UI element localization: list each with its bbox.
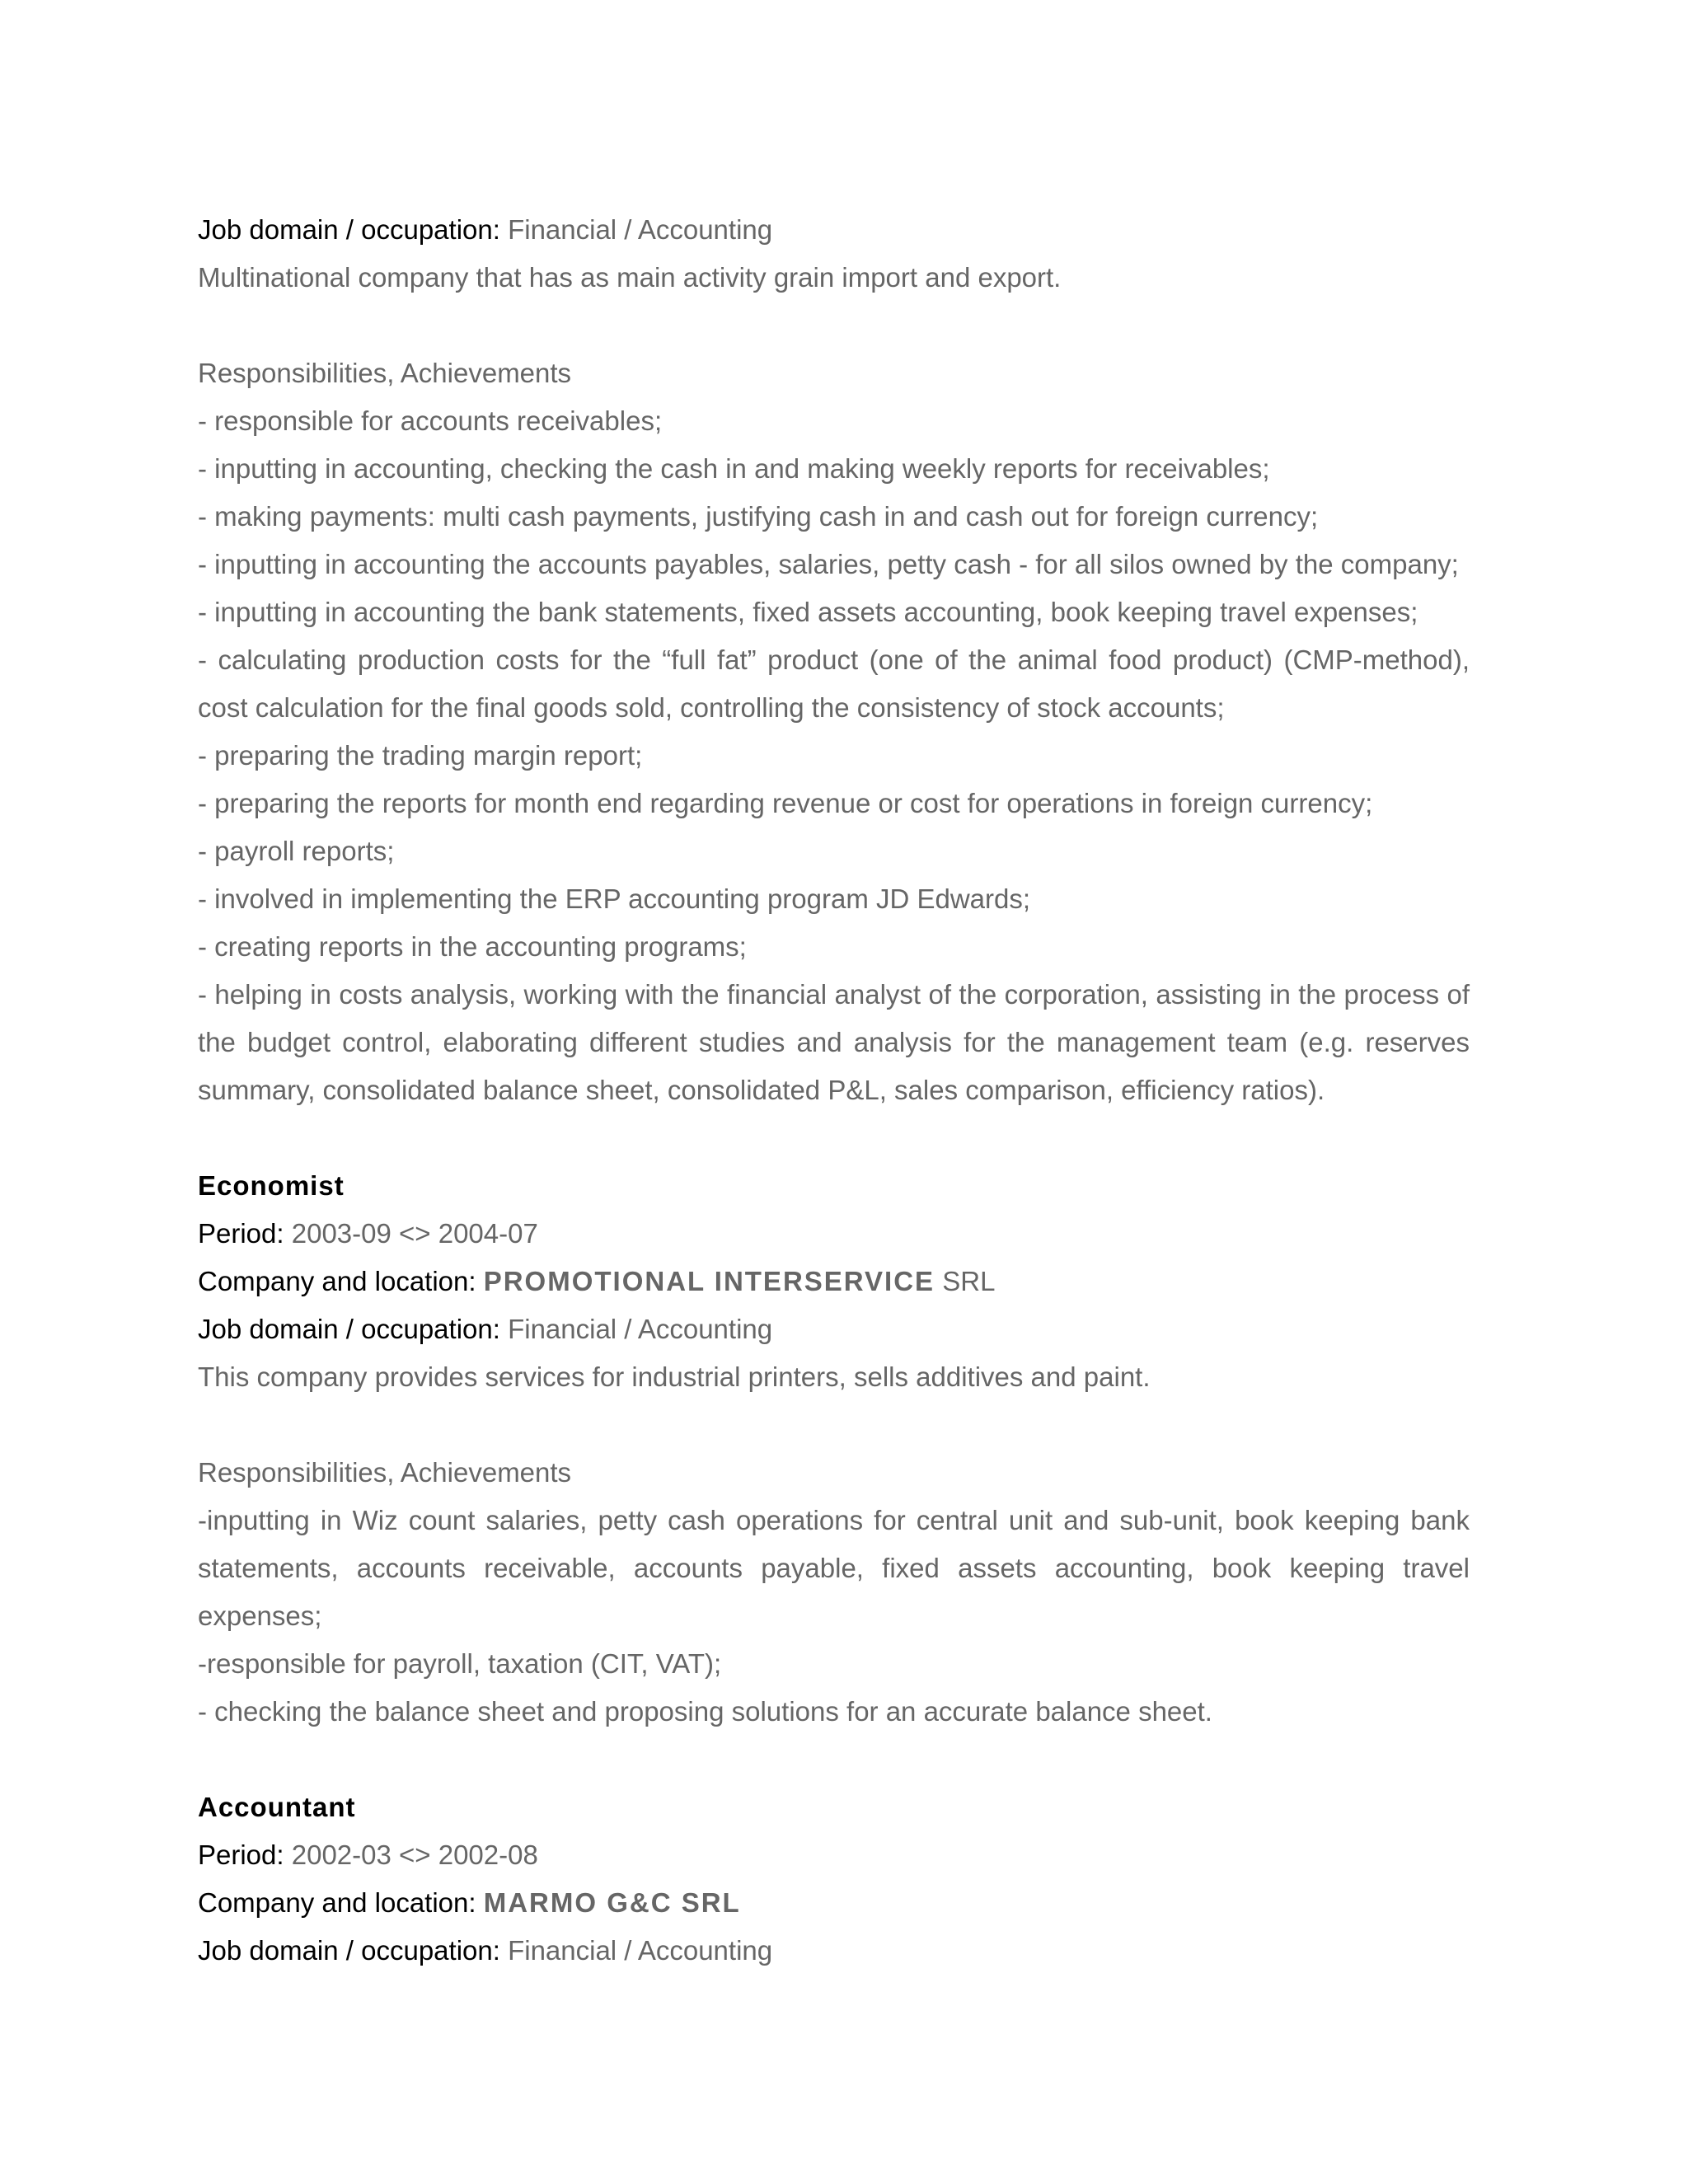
job-entry-economist [198,1162,1470,1736]
spacer [198,1401,1470,1449]
job-domain-label: Job domain / occupation: [198,214,500,245]
company-name: PROMOTIONAL INTERSERVICE [483,1266,935,1296]
job-title: Accountant [198,1792,356,1822]
spacer [198,1736,1470,1783]
period-label: Period: [198,1218,284,1249]
job-domain-line [198,1927,1470,1975]
bullet-item: - involved in implementing the ERP accounting program JD Edwards; [198,883,1031,914]
job-domain-label: Job domain / occupation: [198,1935,500,1966]
period-line [198,1831,1470,1879]
bullet-item: -inputting in Wiz count salaries, petty cash operations for central unit and sub-unit, book keeping bank statements, accounts receivable, accounts payable, fixed assets accounting, book keeping travel expenses; [198,1505,1470,1631]
bullet-item: - inputting in accounting the accounts payables, salaries, petty cash - for all silos owned by the company; [198,549,1459,579]
bullet-item: - inputting in accounting, checking the cash in and making weekly reports for receivables; [198,453,1270,484]
period-line [198,1210,1470,1258]
company-suffix: SRL [942,1266,996,1296]
bullet-item: - checking the balance sheet and proposing solutions for an accurate balance sheet. [198,1696,1212,1727]
job-entry-grain-company [198,206,1470,1114]
spacer [198,1114,1470,1162]
responsibilities-heading: Responsibilities, Achievements [198,1457,572,1488]
company-description: This company provides services for industrial printers, sells additives and paint. [198,1361,1151,1392]
bullet-item: - responsible for accounts receivables; [198,405,663,436]
company-label: Company and location: [198,1266,476,1296]
bullet-item: - helping in costs analysis, working with the financial analyst of the corporation, assisting in the process of the budget control, elaborating different studies and analysis for the management team (e.g. reserves summary, consolidated balance sheet, consolidated P&L, sales comparison, efficiency ratios). [198,979,1470,1105]
company-description: Multinational company that has as main activity grain import and export. [198,262,1062,293]
bullet-item: - payroll reports; [198,836,395,866]
spacer [198,302,1470,349]
bullet-item: - making payments: multi cash payments, justifying cash in and cash out for foreign currency; [198,501,1319,532]
period-value: 2002-03 <> 2002-08 [291,1840,538,1870]
bullet-item: - inputting in accounting the bank statements, fixed assets accounting, book keeping travel expenses; [198,597,1418,627]
company-line [198,1879,1470,1927]
job-domain-label: Job domain / occupation: [198,1314,500,1344]
bullet-item: - creating reports in the accounting programs; [198,931,747,962]
resume-page [198,206,1470,1975]
bullet-item: - preparing the reports for month end regarding revenue or cost for operations in foreign currency; [198,788,1373,818]
responsibilities-heading: Responsibilities, Achievements [198,358,572,388]
job-domain-value: Financial / Accounting [508,214,773,245]
job-entry-accountant [198,1783,1470,1975]
bullet-item: -responsible for payroll, taxation (CIT, VAT); [198,1648,722,1679]
company-label: Company and location: [198,1887,476,1918]
period-value: 2003-09 <> 2004-07 [291,1218,538,1249]
job-domain-value: Financial / Accounting [508,1314,773,1344]
company-name: MARMO G&C SRL [483,1887,741,1918]
job-domain-line [198,1305,1470,1353]
bullet-item: - calculating production costs for the “full fat” product (one of the animal food product) (CMP-method), cost calculation for the final goods sold, controlling the consistency of stock accounts; [198,644,1470,723]
bullet-item: - preparing the trading margin report; [198,740,643,771]
period-label: Period: [198,1840,284,1870]
job-domain-value: Financial / Accounting [508,1935,773,1966]
company-line [198,1258,1470,1305]
job-title: Economist [198,1170,345,1201]
job-domain-line [198,206,1470,254]
